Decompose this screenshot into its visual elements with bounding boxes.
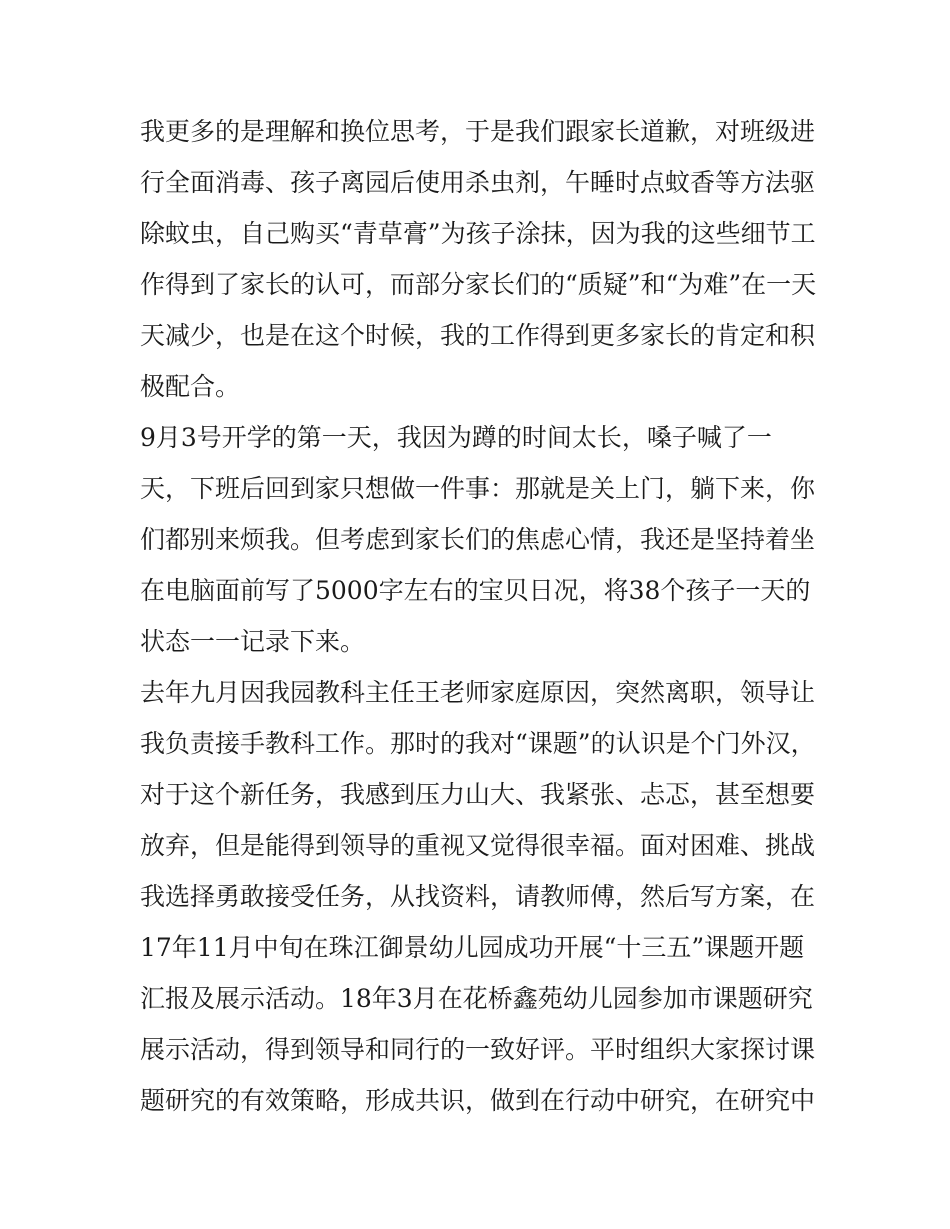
text-line: 作得到了家长的认可，而部分家长们的“质疑”和“为难”在一天 [140,270,817,299]
text-line: 们都别来烦我。但考虑到家长们的焦虑心情，我还是坚持着坐 [140,525,816,554]
text-line: 在电脑面前写了5000字左右的宝贝日况，将38个孩子一天的 [140,576,811,605]
text-line: 展示活动，得到领导和同行的一致好评。平时组织大家探讨课 [140,1035,816,1064]
text-line: 天减少，也是在这个时候，我的工作得到更多家长的肯定和积 [140,321,816,350]
text-line: 除蚊虫，自己购买“青草膏”为孩子涂抹，因为我的这些细节工 [140,219,816,248]
text-line: 题研究的有效策略，形成共识，做到在行动中研究，在研究中 [140,1086,816,1115]
text-line: 我选择勇敢接受任务，从找资料，请教师傅，然后写方案，在 [140,882,816,911]
body-text [140,106,820,1126]
text-line: 我负责接手教科工作。那时的我对“课题”的认识是个门外汉， [140,729,816,758]
text-line: 去年九月因我园教科主任王老师家庭原因，突然离职，领导让 [140,678,816,707]
text-line: 17年11月中旬在珠江御景幼儿园成功开展“十三五”课题开题 [140,933,805,962]
text-line: 状态一一记录下来。 [140,627,366,656]
text-line: 9月3号开学的第一天，我因为蹲的时间太长，嗓子喊了一 [140,423,772,452]
text-line: 极配合。 [140,372,241,401]
text-line: 汇报及展示活动。18年3月在花桥鑫苑幼儿园参加市课题研究 [140,984,813,1013]
text-line: 我更多的是理解和换位思考，于是我们跟家长道歉，对班级进 [140,117,816,146]
text-line: 对于这个新任务，我感到压力山大、我紧张、忐忑，甚至想要 [140,780,816,809]
text-line: 行全面消毒、孩子离园后使用杀虫剂，午睡时点蚊香等方法驱 [140,168,816,197]
text-line: 放弃，但是能得到领导的重视又觉得很幸福。面对困难、挑战 [140,831,816,860]
text-line: 天，下班后回到家只想做一件事：那就是关上门，躺下来，你 [140,474,816,503]
